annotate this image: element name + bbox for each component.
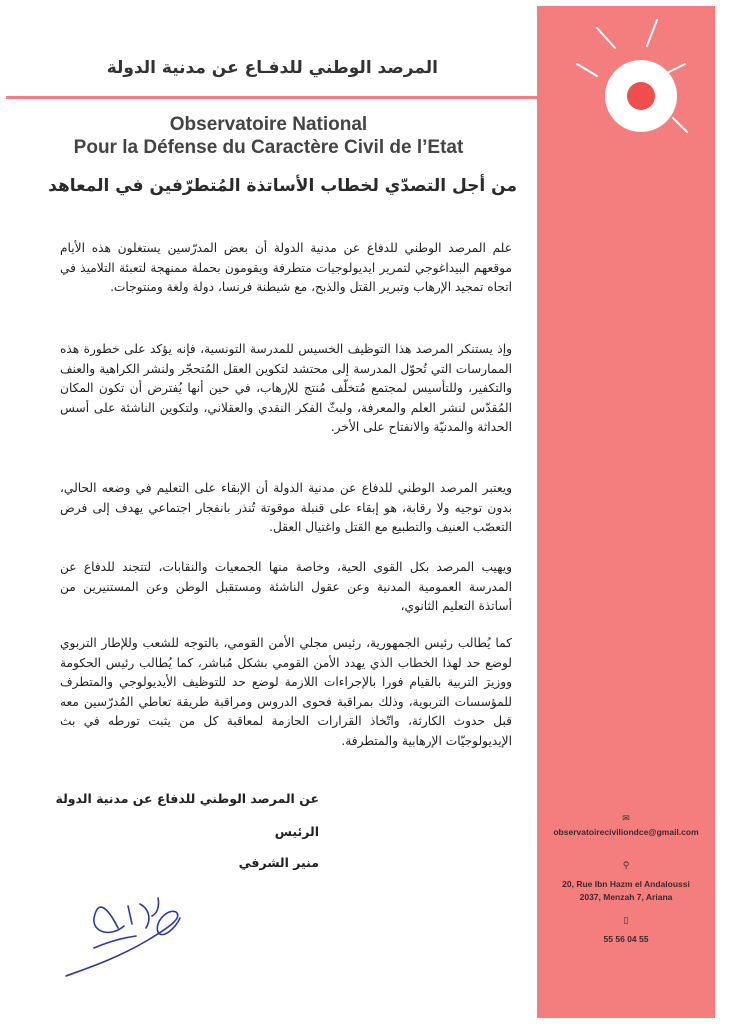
paragraph-1: علم المرصد الوطني للدفاع عن مدنية الدولة أن بعض المدرّسين يستغلون هذه الأيام موقعهم البيداغوجي لتمرير ايديولوجيات متطرفة ويقومون بحملة ممنهجة لتعبئة التلاميذ في اتجاه تمجيد الإرهاب وتبرير القتل والذبح، مع شيطنة فرنسا، دولة ولغة ومنتوجات.: [60, 241, 512, 294]
header-divider: [6, 96, 537, 99]
signoff-on-behalf: عن المرصد الوطني للدفاع عن مدنية الدولة: [55, 791, 319, 806]
paragraph-3: ويعتبر المرصد الوطني للدفاع عن مدنية الدولة أن الإبقاء على التعليم في وضعه الحالي، بدون توجيه ولا رقابة، هو إبقاء على قنبلة موقوتة تُنذر بانفجار اجتماعي يهدف إلى فرض التعصّب العنيف والتطبيع مع القتل واغتيال العقل.: [60, 481, 512, 534]
location-pin-icon: ⚲: [622, 861, 630, 871]
envelope-icon: ✉: [622, 814, 630, 824]
paragraph-2: وإذ يستنكر المرصد هذا التوظيف الخسيس للمدرسة التونسية، فإنه يؤكد على خطورة هذه الممارسات التي تُحوّل المدرسة إلى محتشد لتكوين العقل المُتحجّر ولنشر الكراهية والعنف والتكفير، وللتأسيس لمجتمع مُتخلّف مُنتج للإرهاب، في حين أنها يُفترض أن تكون المكان المُقدّس لنشر العلم والمعرفة، ولبثّ الفكر النقدي والعقلاني، ولتكوين الناشئة على أسس الحداثة والمدنيّة والانفتاح على الأخر.: [60, 342, 512, 434]
document-title: من أجل التصدّي لخطاب الأساتذة المُتطرّفين في المعاهد: [48, 176, 517, 196]
logo-emblem: [537, 6, 715, 186]
organization-name-arabic: المرصد الوطني للدفـاع عن مدنية الدولة: [106, 58, 438, 78]
organization-name-french-line2: Pour la Défense du Caractère Civil de l’Etat: [73, 137, 464, 158]
organization-name-french-line1: Observatoire National: [169, 114, 368, 135]
contact-address-line2: 2037, Menzah 7, Ariana: [579, 892, 673, 902]
contact-email[interactable]: observatoireciviliondce@gmail.com: [553, 827, 699, 837]
handwritten-signature: [58, 888, 198, 984]
phone-icon: ▯: [623, 916, 629, 926]
contact-phone: 55 56 04 55: [603, 934, 649, 944]
paragraph-5: كما يُطالب رئيس الجمهورية، رئيس مجلي الأمن القومي، بالتوجه للشعب وللإطار التربوي لوضع حد لهذا الخطاب الذي يهدد الأمن القومي بشكل مُباشر، كما يُطالب رئيس الحكومة ووزيرَ التربية بالقيام فورا بالإجراءات اللازمة لوضع حد للتوظيف الأيديولوجي والمتطرف للمؤسسات التربوية، وذلك بمراقبة فحوى الدروس ومراقبة طريقة تعاطي المُدرّسين معه قبل حدوث الكارثة، واتّخاذ القرارات الحازمة لمعاقبة كل من يثبت تورطه في بث الإيديولوجيّات الإرهابية والمتطرفة.: [60, 636, 512, 748]
signoff-role: الرئيس: [274, 824, 319, 839]
contact-sidebar: [537, 6, 715, 1018]
paragraph-4: ويهيب المرصد بكل القوى الحية، وخاصة منها الجمعيات والنقابات، لتتجند للدفاع عن المدرسة العمومية المدنية وعن عقول الناشئة ومستقبل الوطن وعن المستنيرين من أساتذة التعليم الثانوي،: [60, 560, 512, 613]
contact-address-line1: 20, Rue Ibn Hazm el Andaloussi: [562, 879, 690, 889]
signoff-name: منير الشرفي: [238, 855, 319, 870]
